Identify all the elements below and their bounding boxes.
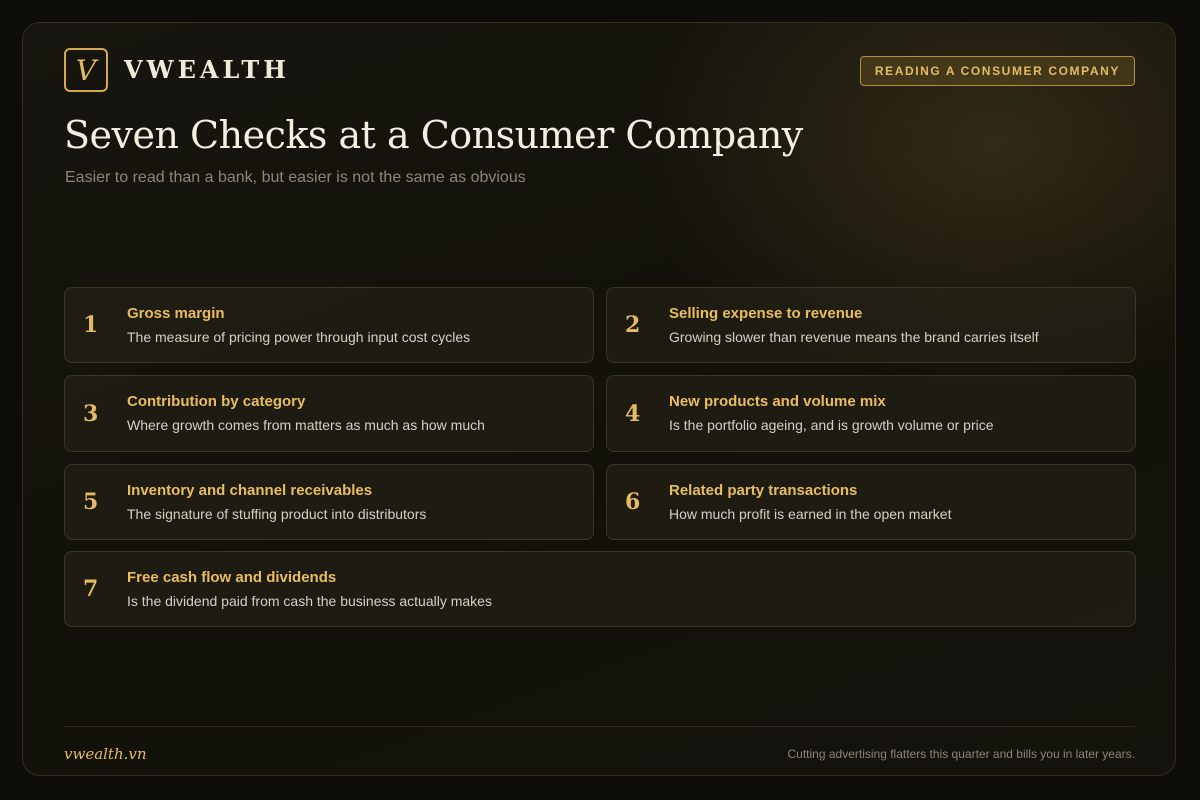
check-description: Is the portfolio ageing, and is growth volume or price	[669, 417, 994, 433]
page-subtitle: Easier to read than a bank, but easier is not the same as obvious	[65, 169, 526, 186]
check-title: Contribution by category	[127, 393, 306, 410]
footer-divider	[64, 726, 1135, 727]
check-title: New products and volume mix	[669, 393, 886, 410]
check-item-3	[64, 375, 594, 452]
check-number: 7	[83, 576, 99, 602]
check-item-6	[606, 464, 1136, 540]
check-item-1	[64, 287, 594, 363]
brand-name: VWEALTH	[124, 55, 290, 84]
check-description: Where growth comes from matters as much as how much	[127, 417, 485, 433]
check-number: 3	[83, 400, 99, 427]
check-item-4	[606, 375, 1136, 452]
footer-note: Cutting advertising flatters this quarter and bills you in later years.	[787, 747, 1135, 761]
check-title: Inventory and channel receivables	[127, 482, 373, 499]
check-description: How much profit is earned in the open market	[669, 506, 952, 522]
page-title: Seven Checks at a Consumer Company	[64, 113, 803, 157]
infographic-card	[22, 22, 1176, 776]
check-number: 5	[83, 489, 99, 515]
check-number: 1	[83, 312, 99, 338]
logo-letter: V	[75, 53, 97, 87]
footer-url: vwealth.vn	[64, 745, 147, 763]
check-number: 6	[625, 489, 641, 515]
category-tag: READING A CONSUMER COMPANY	[860, 56, 1135, 86]
check-item-2	[606, 287, 1136, 363]
check-item-5	[64, 464, 594, 540]
check-description: The measure of pricing power through input cost cycles	[127, 329, 471, 345]
brand-logo	[64, 48, 108, 92]
check-number: 4	[625, 400, 641, 427]
check-title: Related party transactions	[669, 482, 858, 499]
check-description: The signature of stuffing product into distributors	[127, 506, 427, 522]
check-title: Free cash flow and dividends	[127, 569, 337, 586]
check-description: Is the dividend paid from cash the business actually makes	[127, 593, 492, 609]
check-number: 2	[625, 312, 641, 338]
check-description: Growing slower than revenue means the brand carries itself	[669, 329, 1039, 345]
check-title: Gross margin	[127, 305, 225, 322]
check-title: Selling expense to revenue	[669, 305, 863, 322]
check-item-7	[64, 551, 1136, 627]
